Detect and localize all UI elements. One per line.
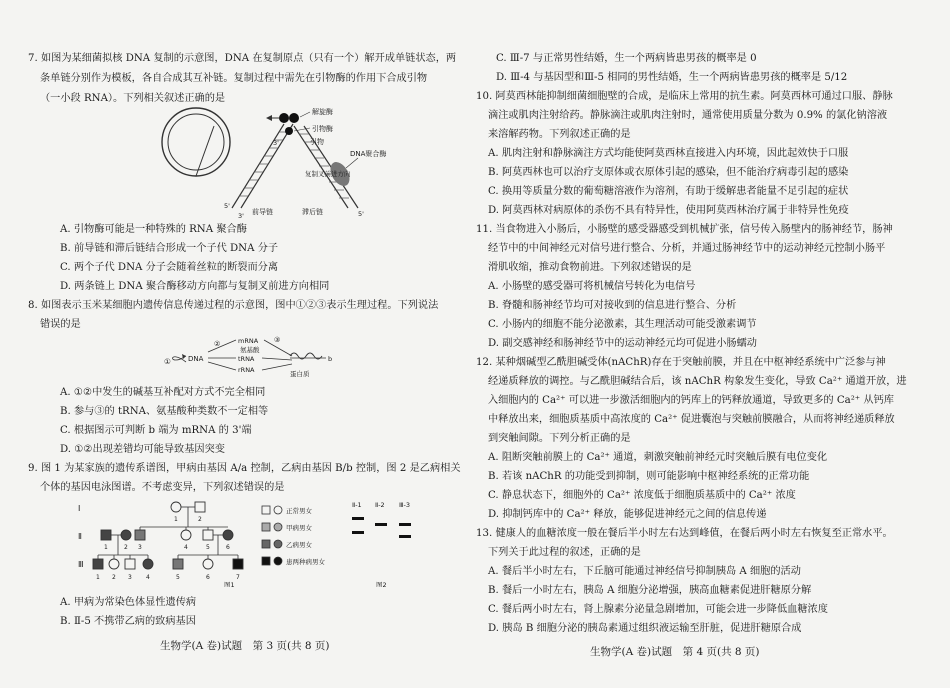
- q8-option-b[interactable]: B. 参与③的 tRNA、氨基酸种类数不一定相等: [60, 406, 269, 417]
- label-dna: DNA: [188, 355, 204, 363]
- translation-arrow: [262, 358, 292, 360]
- gene-expression-figure: [164, 334, 334, 380]
- q7-stem-line: （一小段 RNA）。下列相关叙述正确的是: [40, 93, 226, 104]
- label-helicase: 解旋酶: [312, 108, 333, 116]
- q9-option-a[interactable]: A. 甲病为常染色体显性遗传病: [60, 597, 197, 608]
- legend-label: 乙病男女: [286, 541, 312, 549]
- pedigree-number: 3: [138, 544, 142, 551]
- q13-option-d[interactable]: D. 胰岛 B 细胞分泌的胰岛素通过组织液运输至肝脏，促进肝糖原合成: [488, 623, 802, 634]
- q10-option-c[interactable]: C. 换用等质量分数的葡萄糖溶液作为溶剂，有助于缓解患者能量不足引起的症状: [488, 186, 849, 197]
- pedigree-number: 2: [198, 516, 202, 523]
- figure-2-caption: 图2: [376, 581, 387, 587]
- q12-option-c[interactable]: C. 静息状态下，细胞外的 Ca²⁺ 浓度低于细胞质基质中的 Ca²⁺ 浓度: [488, 490, 796, 501]
- q9-stem-line: 9. 图 1 为某家族的遗传系谱图，甲病由基因 A/a 控制，乙病由基因 B/b 控制，图 2 是乙病相关: [28, 463, 461, 474]
- q9-stem-line: 个体的基因电泳图谱。不考虑变异，下列叙述错误的是: [40, 482, 285, 493]
- q11-option-d[interactable]: D. 副交感神经和肠神经节中的运动神经元均可促进小肠蠕动: [488, 338, 757, 349]
- primase-dot: [285, 127, 293, 135]
- q12-option-b[interactable]: B. 若该 nAChR 的功能受到抑制，则可能影响中枢神经系统的正常功能: [488, 471, 810, 482]
- q7-option-c[interactable]: C. 两个子代 DNA 分子会随着丝粒的断裂而分离: [60, 262, 279, 273]
- translation-arrow: [262, 364, 292, 370]
- generation-i: [140, 502, 228, 527]
- q11-stem-line: 滑肌收缩，推动食物前进。下列叙述错误的是: [488, 262, 692, 273]
- generation-ii: [98, 527, 238, 555]
- gel-lane-label: Ⅱ-1: [352, 501, 362, 509]
- pedigree-figure: [68, 497, 448, 587]
- q10-option-a[interactable]: A. 肌肉注射和静脉滴注方式均能使阿莫西林直接进入内环境，因此起效快于口服: [488, 148, 849, 159]
- figure-1-caption: 图1: [224, 581, 235, 587]
- transcription-arrow: [208, 340, 236, 352]
- q10-stem-line: 10. 阿莫西林能抑制细菌细胞壁的合成，是临床上常用的抗生素。阿莫西林可通过口服、静脉: [476, 91, 893, 102]
- q8-stem-line: 错误的是: [40, 319, 81, 330]
- generation-iii: [93, 555, 243, 569]
- pedigree-legend: [262, 506, 282, 565]
- pedigree-number: 5: [206, 544, 210, 551]
- label-trna: tRNA: [238, 355, 255, 363]
- page-footer: 生物学(A 卷)试题 第 4 页(共 8 页): [590, 646, 760, 658]
- label-protein: 蛋白质: [290, 370, 310, 378]
- q11-stem-line: 11. 当食物进入小肠后，小肠壁的感受器感受到机械扩张，信号传入肠壁内的肠神经节，肠神: [476, 224, 893, 235]
- gel-bands: [352, 517, 411, 538]
- q12-option-a[interactable]: A. 阻断突触前膜上的 Ca²⁺ 通道，刺激突触前神经元时突触后膜有电位变化: [488, 452, 828, 463]
- label-amino-acid: 氨基酸: [240, 346, 260, 354]
- q13-option-c[interactable]: C. 餐后两小时左右，肾上腺素分泌量急剧增加，可能会进一步降低血糖浓度: [488, 604, 828, 615]
- label-primer: 引物: [310, 138, 324, 146]
- q11-option-a[interactable]: A. 小肠壁的感受器可将机械信号转化为电信号: [488, 281, 696, 292]
- legend-label: 甲病男女: [286, 524, 312, 532]
- gel-lane-label: Ⅲ-3: [399, 501, 410, 509]
- q12-stem-line: 到突触间隙。下列分析正确的是: [488, 433, 631, 444]
- circular-dna-inner: [168, 114, 224, 170]
- fork-arrowhead: [266, 115, 272, 121]
- label-end: 3': [238, 212, 244, 220]
- pedigree-number: 3: [128, 574, 132, 581]
- pedigree-number: 4: [184, 544, 188, 551]
- q10-option-d[interactable]: D. 阿莫西林对病原体的杀伤不具有特异性，使用阿莫西林治疗属于非特异性免疫: [488, 205, 849, 216]
- q10-stem-line: 来溶解药物。下列叙述正确的是: [488, 129, 631, 140]
- q7-option-b[interactable]: B. 前导链和滞后链结合形成一个子代 DNA 分子: [60, 243, 279, 254]
- helicase-dot: [289, 113, 299, 123]
- legend-label: 患两种病男女: [286, 558, 325, 566]
- q11-stem-line: 经节中的中间神经元对信号进行整合、分析，并通过肠神经节中的运动神经元控制小肠平: [488, 243, 886, 254]
- q7-option-a[interactable]: A. 引物酶可能是一种特殊的 RNA 聚合酶: [60, 224, 247, 235]
- label-fork-direction: 复制叉前进方向: [305, 170, 351, 178]
- pedigree-number: 5: [176, 574, 180, 581]
- label-polymerase: DNA聚合酶: [350, 150, 387, 158]
- pedigree-number: 2: [112, 574, 116, 581]
- q9-option-c[interactable]: C. Ⅲ-7 与正常男性结婚，生一个两病皆患男孩的概率是 0: [496, 53, 757, 64]
- page-footer: 生物学(A 卷)试题 第 3 页(共 8 页): [160, 640, 330, 652]
- dna-replication-figure: [152, 104, 412, 220]
- q10-option-b[interactable]: B. 阿莫西林也可以治疗支原体或衣原体引起的感染，但不能治疗病毒引起的感染: [488, 167, 849, 178]
- pedigree-number: 4: [146, 574, 150, 581]
- label-lagging-strand: 滞后链: [302, 208, 323, 216]
- pedigree-number: 1: [174, 516, 178, 523]
- transcription-arrow: [208, 362, 236, 370]
- helicase-dot: [279, 113, 289, 123]
- lagging-strand: [294, 126, 358, 208]
- q7-stem-line: 条单链分别作为模板，各自合成其互补链。复制过程中需先在引物酶的作用下合成引物: [40, 73, 428, 84]
- label-process-3: ③: [274, 336, 281, 344]
- q12-stem-line: 12. 某种烟碱型乙酰胆碱受体(nAChR)存在于突触前膜，并且在中枢神经系统中广泛参与神: [476, 357, 886, 368]
- label-primase: 引物酶: [312, 125, 333, 133]
- q9-option-b[interactable]: B. Ⅱ-5 不携带乙病的致病基因: [60, 616, 196, 627]
- q11-option-b[interactable]: B. 脊髓和肠神经节均可对接收到的信息进行整合、分析: [488, 300, 737, 311]
- q10-stem-line: 滴注或肌肉注射给药。静脉滴注或肌肉注射时，通常使用质量分数为 0.9% 的氯化钠溶液: [488, 110, 888, 121]
- gen-label: Ⅲ: [78, 560, 84, 569]
- q11-option-c[interactable]: C. 小肠内的细胞不能分泌激素，其生理活动可能受激素调节: [488, 319, 757, 330]
- circular-dna-outer: [162, 108, 230, 176]
- pedigree-number: 1: [96, 574, 100, 581]
- leader-line: [300, 112, 310, 117]
- leader-line: [346, 158, 358, 168]
- leading-strand: [232, 124, 293, 208]
- q13-option-b[interactable]: B. 餐后一小时左右，胰岛 A 细胞分泌增强，胰高血糖素促进肝糖原分解: [488, 585, 812, 596]
- pedigree-number: 2: [124, 544, 128, 551]
- label-end: 3': [273, 139, 279, 147]
- label-process-2: ②: [214, 340, 221, 348]
- label-mrna: mRNA: [238, 337, 259, 345]
- page-4: [476, 0, 924, 688]
- legend-label: 正常男女: [286, 507, 312, 515]
- q12-stem-line: 经递质释放的调控。与乙酰胆碱结合后，该 nAChR 构象发生变化，导致 Ca²⁺ 通道开放，进: [488, 376, 907, 387]
- gel-lane-label: Ⅱ-2: [375, 501, 385, 509]
- q13-option-a[interactable]: A. 餐后半小时左右，下丘脑可能通过神经信号抑制胰岛 A 细胞的活动: [488, 566, 801, 577]
- label-process-1: ①: [164, 357, 171, 366]
- gen-label: Ⅰ: [78, 504, 81, 513]
- gen-label: Ⅱ: [78, 532, 82, 541]
- q13-stem-line: 下列关于此过程的叙述，正确的是: [488, 547, 641, 558]
- label-rrna: rRNA: [238, 366, 255, 374]
- label-leading-strand: 前导链: [252, 208, 273, 216]
- label-b-end: b: [328, 355, 333, 363]
- q9-option-d[interactable]: D. Ⅲ-4 与基因型和Ⅲ-5 相同的男性结婚，生一个两病皆患男孩的概率是 5/12: [496, 72, 848, 83]
- q7-option-d[interactable]: D. 两条链上 DNA 聚合酶移动方向都与复制叉前进方向相同: [60, 281, 330, 292]
- q12-stem-line: 入细胞内的 Ca²⁺ 可以进一步激活细胞内的钙库上的钙释放通道，导致更多的 Ca²⁺ 从钙库: [488, 395, 894, 406]
- label-end: 5': [224, 202, 230, 210]
- q8-stem-line: 8. 如图表示玉米某细胞内遗传信息传递过程的示意图，图中①②③表示生理过程。下列说法: [28, 300, 439, 311]
- q13-stem-line: 13. 健康人的血糖浓度一般在餐后半小时左右达到峰值，在餐后两小时左右恢复至正常水平。: [476, 528, 893, 539]
- page-3: [28, 0, 461, 688]
- q8-option-d[interactable]: D. ①②出现差错均可能导致基因突变: [60, 444, 225, 455]
- q7-stem-line: 7. 如图为某细菌拟核 DNA 复制的示意图，DNA 在复制原点（只有一个）解开成单链状态，两: [28, 53, 457, 64]
- pedigree-number: 1: [104, 544, 108, 551]
- label-end: 5': [358, 210, 364, 218]
- q8-option-a[interactable]: A. ①②中发生的碱基互补配对方式不完全相同: [60, 387, 266, 398]
- q8-option-c[interactable]: C. 根据图示可判断 b 端为 mRNA 的 3'端: [60, 425, 252, 436]
- q12-stem-line: 中释放出来，细胞质基质中高浓度的 Ca²⁺ 促进囊泡与突触前膜融合，从而将神经递质释放: [488, 414, 895, 425]
- pedigree-number: 7: [236, 574, 240, 581]
- q12-option-d[interactable]: D. 抑制钙库中的 Ca²⁺ 释放，能够促进神经元之间的信息传递: [488, 509, 767, 520]
- pedigree-number: 6: [226, 544, 230, 551]
- pedigree-number: 6: [206, 574, 210, 581]
